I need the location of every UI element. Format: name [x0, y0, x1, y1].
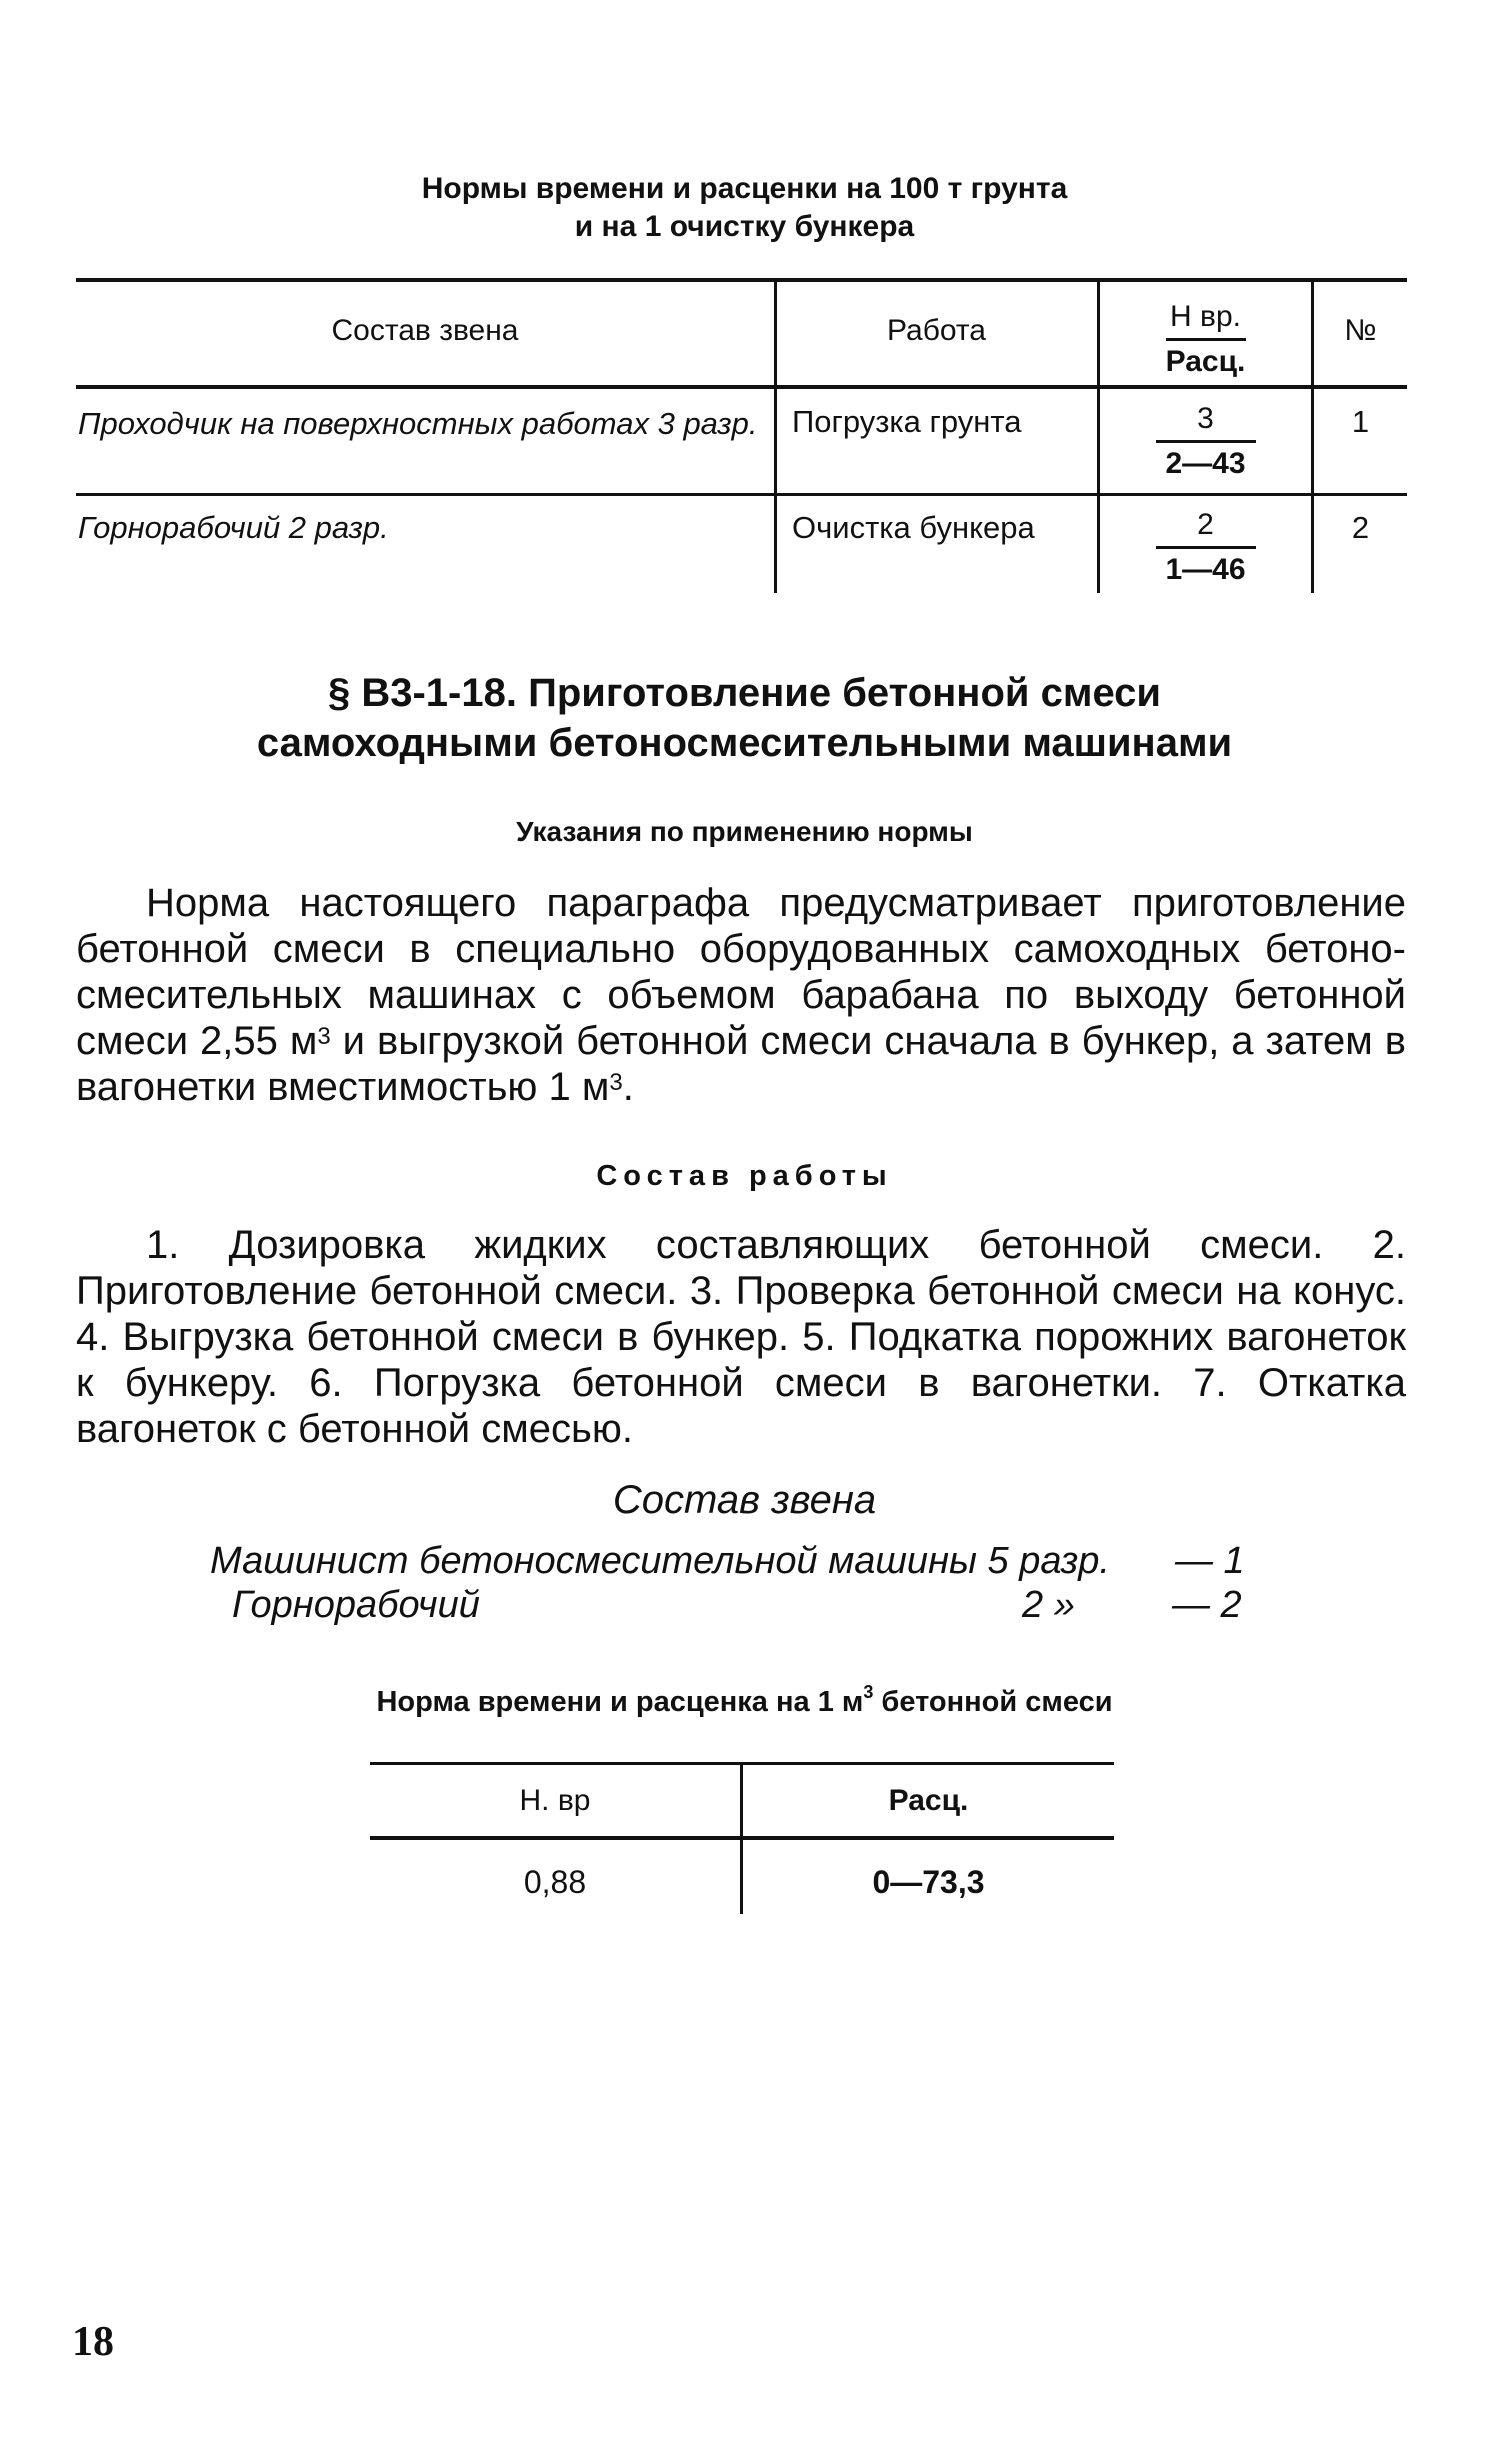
crew-item-2	[232, 1584, 1312, 1627]
table-row-2-rate: 1—46	[1165, 553, 1246, 586]
instructions-heading: Указания по применению нормы	[516, 816, 973, 847]
crew-heading: Состав звена	[612, 1478, 877, 1522]
table-row-2-work: Очистка бункера	[792, 510, 1035, 545]
header-norm-top: Н вр.	[1170, 300, 1241, 333]
work-text: 1. Дозировка жидких составляющих бетонной смеси. 2. Приготовление бетонной смеси. 3. Проверка бетонной смеси на конус. 4. Выгрузка бетонной смеси в бункер. 5. Подкатка порожних вагонеток к бункеру. 6. Погрузка бетонной смеси в вагонетки. 7. Откатка вагонеток с бетонной смесью.	[76, 1223, 1406, 1451]
crew-item-2-role: Горнорабочий	[232, 1584, 480, 1626]
table-row-1-rate: 2—43	[1165, 447, 1246, 480]
table2-header-norm: Н. вр	[519, 1784, 591, 1817]
header-norm-bottom: Расц.	[1165, 345, 1246, 378]
table-row-2-staff: Горнорабочий 2 разр.	[78, 510, 389, 545]
table2-value-norm: 0,88	[523, 1864, 587, 1900]
table-row-2-number: 2	[1351, 510, 1370, 545]
page-number: 18	[72, 2319, 114, 2365]
crew-item-1	[210, 1540, 1290, 1583]
section-title-line2: самоходными бетоносмесительными машинами	[256, 721, 1233, 765]
table-row-1-work: Погрузка грунта	[792, 404, 1022, 439]
table-row-1-number: 1	[1351, 404, 1370, 439]
table-row-1-norm: 3	[1197, 402, 1214, 435]
header-staff: Состав звена	[331, 314, 519, 347]
work-heading: Состав работы	[596, 1160, 893, 1192]
table-row-2-norm: 2	[1197, 508, 1214, 541]
table-row-2-fraction	[1100, 508, 1311, 587]
crew-item-2-grade: 2 »	[1022, 1584, 1075, 1626]
table2-caption: Норма времени и расценка на 1 $м^3$ бетонной смеси	[376, 1682, 1113, 1718]
crew-item-1-count: — 1	[1175, 1540, 1245, 1582]
table1-caption-line2: и на 1 очистку бункера	[574, 210, 915, 243]
table2-value-rate: 0—73,3	[872, 1864, 985, 1900]
crew-item-1-role: Машинист бетоносмесительной машины 5 разр.	[210, 1540, 1110, 1582]
instructions-text: Норма настоящего параграфа предусматривает приготовление бетонной смеси в специально оборудованных самоходных бетоно-смесительных машинах с объемом барабана по выходу бетонной смеси 2,55 $м^3$ и выгрузкой бетонной смеси сначала в бункер, а затем в вагонетки вместимостью 1 $м^3$.	[76, 881, 1406, 1109]
header-norm-fraction	[1100, 300, 1311, 379]
crew-item-2-count: — 2	[1172, 1584, 1242, 1626]
section-title-line1: § В3-1-18. Приготовление бетонной смеси	[327, 671, 1161, 715]
table-row-1-staff: Проходчик на поверхностных работах 3 разр.	[78, 406, 758, 441]
table2-header-rate: Расц.	[888, 1784, 969, 1817]
table-row-1-fraction	[1100, 402, 1311, 481]
table1-caption-line1: Нормы времени и расценки на 100 т грунта	[421, 172, 1068, 205]
header-work: Работа	[887, 314, 986, 347]
header-number: №	[1344, 314, 1377, 347]
